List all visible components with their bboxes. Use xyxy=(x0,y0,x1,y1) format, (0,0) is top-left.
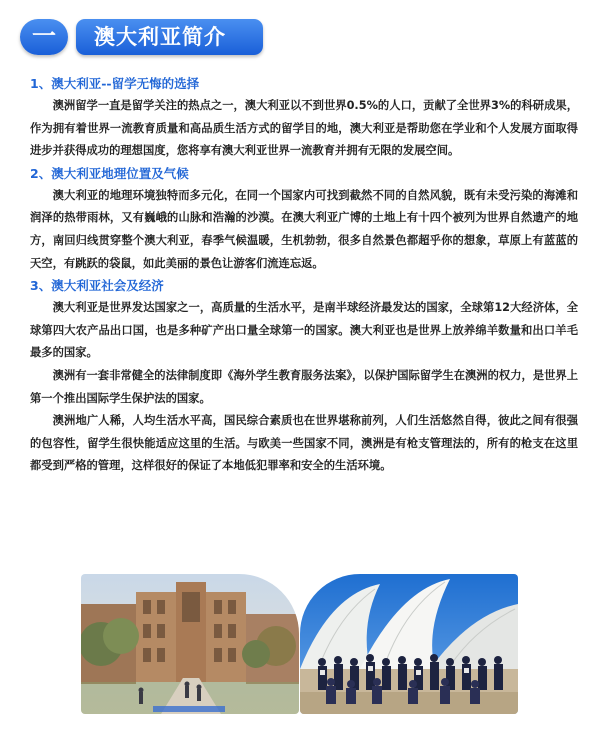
section-number-badge: 一 xyxy=(20,19,68,55)
page-title: 澳大利亚简介 xyxy=(76,19,263,55)
article-body xyxy=(30,73,578,478)
campus-photo-image xyxy=(81,574,299,714)
section-heading-3: 3、澳大利亚社会及经济 xyxy=(30,278,164,294)
section-2-paragraph: 澳大利亚的地理环境独特而多元化，在同一个国家内可找到截然不同的自然风貌，既有未受污染的海滩和润泽的热带雨林，又有巍峨的山脉和浩瀚的沙漠。在澳大利亚广博的土地上有十四个被列为世界自然遗产的地方，南回归线贯穿整个澳大利亚，春季气候温暖，生机勃勃，很多自然景色都超乎你的想象，草原上有蓝蓝的天空，有跳跃的袋鼠，如此美丽的景色让游客们流连忘返。 xyxy=(30,188,578,270)
section-3-paragraph-3: 澳洲地广人稀，人均生活水平高，国民综合素质也在世界堪称前列，人们生活悠然自得，彼此之间有很强的包容性，留学生很快能适应这里的生活。与欧美一些国家不同，澳洲是有枪支管理法的，所有的枪支在这里都受到严格的管理，这样很好的保证了本地低犯罪率和安全的生活环境。 xyxy=(30,414,578,473)
section-heading-1: 1、澳大利亚--留学无悔的选择 xyxy=(30,76,200,91)
section-3-paragraph-1: 澳大利亚是世界发达国家之一，高质量的生活水平，是南半球经济最发达的国家，全球第12大经济体，全球第四大农产品出口国，也是多种矿产出口量全球第一的国家。澳大利亚也是世界上放养绵羊数量和出口羊毛最多的国家。 xyxy=(30,301,578,360)
section-3-paragraph-2: 澳洲有一套非常健全的法律制度即《海外学生教育服务法案》，以保护国际留学生在澳洲的权力，是世界上第一个推出国际学生保护法的国家。 xyxy=(30,368,578,405)
section-1-paragraph: 澳洲留学一直是留学关注的热点之一，澳大利亚以不到世界0.5%的人口，贡献了全世界3%的科研成果，作为拥有着世界一流教育质量和高品质生活方式的留学目的地，澳大利亚是帮助您在学业和个人发展方面取得进步并获得成功的理想国度，您将享有澳大利亚世界一流教育并拥有无限的发展空间。 xyxy=(30,99,578,158)
campus-photo xyxy=(81,574,299,714)
opera-house-photo-image xyxy=(300,574,518,714)
opera-house-group-photo xyxy=(300,574,518,714)
section-heading-2: 2、澳大利亚地理位置及气候 xyxy=(30,165,189,181)
